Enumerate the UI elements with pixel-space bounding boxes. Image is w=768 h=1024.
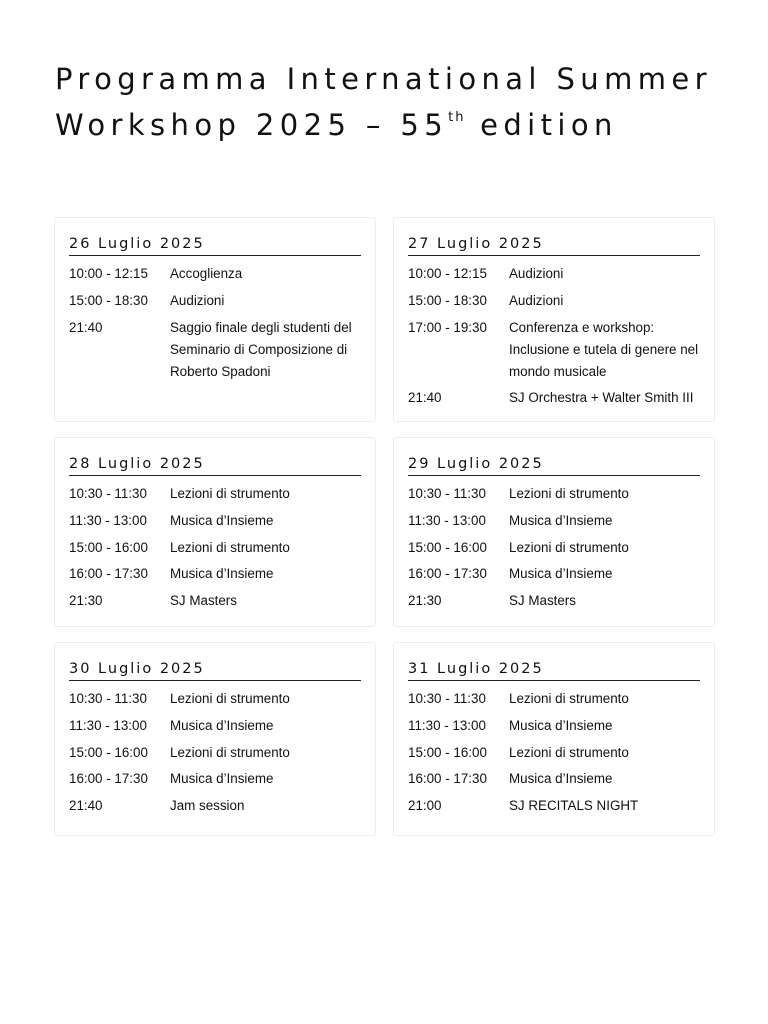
event-time: 15:00 - 16:00: [69, 539, 148, 555]
event-title: Lezioni di strumento: [509, 744, 629, 760]
event-time: 16:00 - 17:30: [408, 566, 487, 582]
page-title: [55, 58, 735, 146]
event-title: SJ Masters: [509, 593, 576, 609]
event-time: 15:00 - 18:30: [408, 292, 487, 308]
event-time: 15:00 - 16:00: [69, 744, 148, 760]
event-row: [408, 742, 700, 764]
event-time: 16:00 - 17:30: [69, 566, 148, 582]
event-row: [408, 795, 700, 817]
event-row: [69, 590, 361, 612]
event-title: SJ Orchestra + Walter Smith III: [509, 390, 694, 406]
event-title: Saggio finale degli studenti del Seminario di Composizione di Roberto Spadoni: [170, 319, 352, 379]
event-row: [69, 688, 361, 710]
title-line-2: [55, 104, 735, 146]
event-time: 21:40: [69, 319, 103, 335]
event-row: [69, 263, 361, 285]
event-time: 15:00 - 16:00: [408, 744, 487, 760]
event-time: 16:00 - 17:30: [408, 771, 487, 787]
event-time: 21:40: [69, 798, 103, 814]
event-row: [408, 715, 700, 737]
event-time: 10:00 - 12:15: [69, 266, 148, 281]
event-time: 21:40: [408, 390, 442, 406]
event-title: Musica d’Insieme: [170, 566, 274, 582]
event-time: 15:00 - 18:30: [69, 292, 148, 308]
event-row: [69, 715, 361, 737]
event-title: Musica d’Insieme: [509, 512, 613, 528]
event-row: [408, 563, 700, 585]
day-date: 26 Luglio 2025: [69, 236, 361, 256]
title-line-1: Programma International Summer: [55, 62, 712, 96]
event-title: Audizioni: [170, 292, 225, 308]
event-time: 11:30 - 13:00: [69, 717, 147, 733]
event-row: [408, 537, 700, 559]
event-row: [69, 537, 361, 559]
event-time: 17:00 - 19:30: [408, 319, 487, 335]
day-card: [54, 217, 376, 422]
event-title: Accoglienza: [170, 266, 243, 281]
day-date: 29 Luglio 2025: [408, 456, 700, 476]
event-time: 11:30 - 13:00: [408, 717, 486, 733]
event-row: [408, 768, 700, 790]
event-title: Conferenza e workshop: Inclusione e tutela di genere nel mondo musicale: [509, 319, 699, 379]
day-card: [393, 642, 715, 836]
event-row: [69, 563, 361, 585]
title-ordinal-suffix: th: [448, 110, 466, 125]
event-title: Musica d’Insieme: [170, 717, 274, 733]
event-title: Jam session: [170, 798, 245, 814]
event-time: 11:30 - 13:00: [408, 512, 486, 528]
day-card: [54, 437, 376, 627]
event-title: Lezioni di strumento: [509, 691, 629, 706]
event-time: 21:30: [69, 593, 103, 609]
event-time: 16:00 - 17:30: [69, 771, 148, 787]
event-row: [69, 483, 361, 505]
event-time: 10:00 - 12:15: [408, 266, 487, 281]
day-date: 30 Luglio 2025: [69, 661, 361, 681]
event-row: [408, 317, 700, 383]
event-title: Audizioni: [509, 292, 564, 308]
event-row: [69, 768, 361, 790]
event-row: [408, 483, 700, 505]
day-date: 28 Luglio 2025: [69, 456, 361, 476]
event-row: [408, 387, 700, 409]
event-title: Lezioni di strumento: [170, 539, 290, 555]
event-row: [408, 590, 700, 612]
day-card: [54, 642, 376, 836]
event-row: [69, 317, 361, 383]
event-title: Musica d’Insieme: [509, 717, 613, 733]
event-title: Lezioni di strumento: [170, 691, 290, 706]
event-row: [69, 795, 361, 817]
event-row: [408, 263, 700, 285]
event-time: 11:30 - 13:00: [69, 512, 147, 528]
event-title: Lezioni di strumento: [170, 744, 290, 760]
event-time: 10:30 - 11:30: [408, 486, 486, 501]
event-title: Musica d’Insieme: [509, 566, 613, 582]
event-row: [408, 688, 700, 710]
event-title: Audizioni: [509, 266, 564, 281]
title-line-2-main: Workshop 2025 – 55: [55, 108, 449, 142]
day-card: [393, 437, 715, 627]
event-row: [69, 742, 361, 764]
event-title: Musica d’Insieme: [509, 771, 613, 787]
event-time: 10:30 - 11:30: [408, 691, 486, 706]
event-row: [408, 510, 700, 532]
event-title: SJ Masters: [170, 593, 237, 609]
event-time: 21:30: [408, 593, 442, 609]
event-time: 21:00: [408, 798, 442, 814]
event-time: 15:00 - 16:00: [408, 539, 487, 555]
day-date: 31 Luglio 2025: [408, 661, 700, 681]
event-row: [69, 290, 361, 312]
event-time: 10:30 - 11:30: [69, 486, 147, 501]
schedule-grid: [54, 217, 715, 836]
event-title: SJ RECITALS NIGHT: [509, 798, 639, 814]
event-title: Musica d’Insieme: [170, 771, 274, 787]
day-card: [393, 217, 715, 422]
event-row: [408, 290, 700, 312]
event-title: Lezioni di strumento: [509, 539, 629, 555]
event-title: Lezioni di strumento: [509, 486, 629, 501]
day-date: 27 Luglio 2025: [408, 236, 700, 256]
event-time: 10:30 - 11:30: [69, 691, 147, 706]
event-title: Musica d’Insieme: [170, 512, 274, 528]
event-row: [69, 510, 361, 532]
title-line-2-end: edition: [465, 108, 618, 142]
event-title: Lezioni di strumento: [170, 486, 290, 501]
